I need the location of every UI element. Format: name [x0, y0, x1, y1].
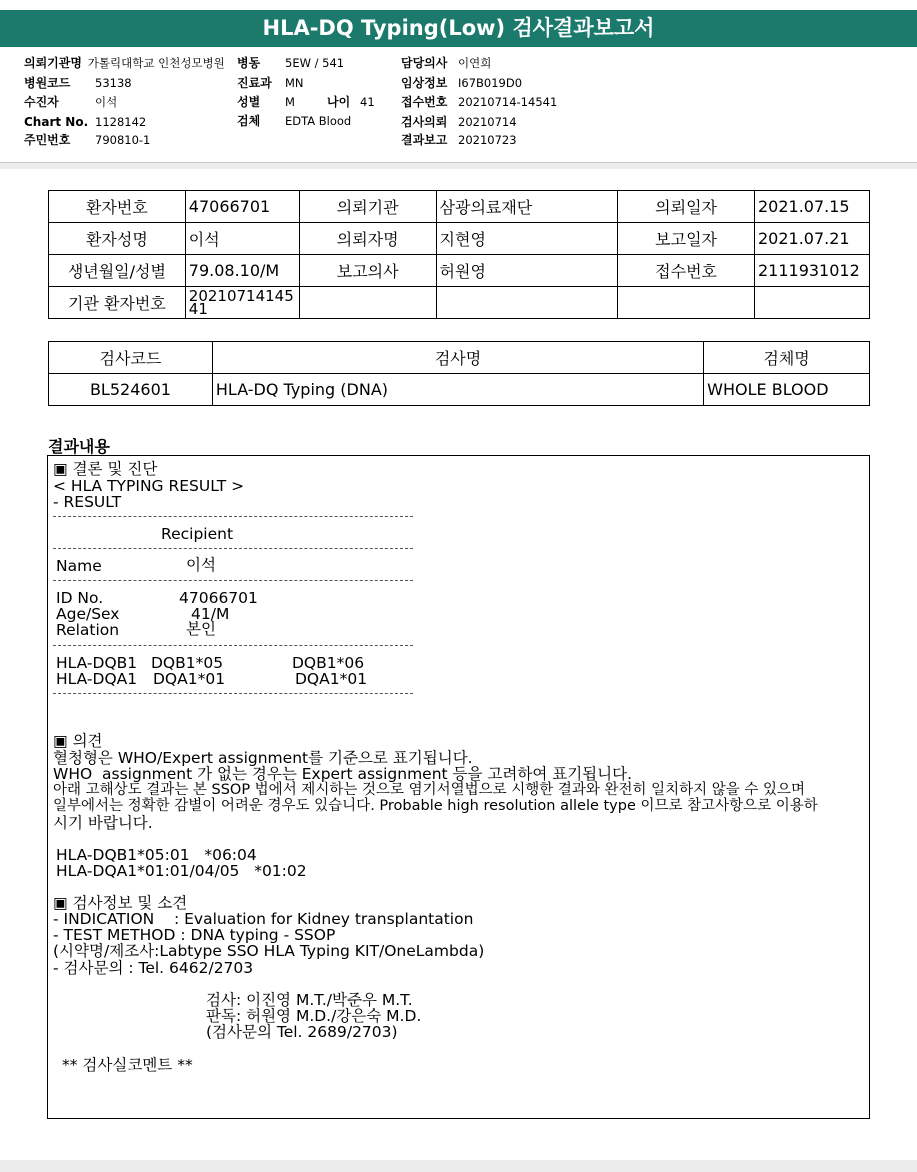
reporting-doctor-value: 허원영 — [436, 255, 618, 287]
report-header — [0, 52, 917, 163]
header-field-doctor: 담당의사 이연희 — [401, 56, 492, 70]
birth-sex-label: 생년월일/성별 — [49, 255, 186, 287]
age-sex-label: Age/Sex — [56, 605, 120, 623]
header-field-test-request: 검사의뢰 20210714 — [401, 115, 517, 129]
header-divider — [0, 163, 917, 169]
report-title: HLA-DQ Typing(Low) 검사결과보고서 — [0, 10, 917, 47]
empty-cell — [436, 287, 618, 319]
table-row — [49, 287, 870, 319]
table-row — [49, 255, 870, 287]
results-box — [47, 455, 870, 1119]
opinion-heading: ▣ 의견 — [53, 732, 103, 750]
dqa1-label: HLA-DQA1 — [56, 670, 138, 688]
dqa1-allele-1: DQA1*01 — [153, 670, 226, 688]
lab-comment-heading: ** 검사실코멘트 ** — [62, 1056, 193, 1074]
age-sex-value: 41/M — [191, 605, 230, 623]
header-field-department: 진료과 MN — [237, 76, 304, 90]
header-field-specimen: 검체 EDTA Blood — [237, 114, 352, 128]
dqb1-allele-2: DQB1*06 — [292, 654, 365, 672]
header-field-patient: 수진자 이석 — [24, 95, 118, 109]
opinion-line-1: 혈청형은 WHO/Expert assignment를 기준으로 표기됩니다. — [53, 749, 473, 767]
institution-patient-no-value: 20210714145 41 — [185, 287, 299, 319]
dqa1-allele-2: DQA1*01 — [295, 670, 368, 688]
high-res-dqb1: HLA-DQB1*05:01 *06:04 — [56, 846, 257, 864]
test-info-heading: ▣ 검사정보 및 소견 — [53, 894, 188, 912]
test-method-line: - TEST METHOD : DNA typing - SSOP — [53, 926, 336, 944]
results-section-title: 결과내용 — [48, 437, 110, 456]
dashed-divider — [53, 548, 413, 549]
reporting-doctor-label: 보고의사 — [299, 255, 436, 287]
test-code-header: 검사코드 — [49, 342, 213, 374]
dqb1-allele-1: DQB1*05 — [151, 654, 224, 672]
reagent-line: (시약명/제조사:Labtype SSO HLA Typing KIT/OneLambda) — [53, 942, 485, 960]
id-value: 47066701 — [179, 589, 258, 607]
request-date-value: 2021.07.15 — [754, 191, 869, 223]
dqb1-label: HLA-DQB1 — [56, 654, 138, 672]
relation-label: Relation — [56, 621, 120, 639]
id-label: ID No. — [56, 589, 104, 607]
specimen-name-header: 검체명 — [704, 342, 870, 374]
empty-cell — [299, 287, 436, 319]
recipient-label: Recipient — [161, 525, 234, 543]
header-age-label: 나이 — [327, 95, 351, 109]
report-date-label: 보고일자 — [618, 223, 755, 255]
high-res-dqa1: HLA-DQA1*01:01/04/05 *01:02 — [56, 862, 307, 880]
inquiry-line: - 검사문의 : Tel. 6462/2703 — [53, 959, 254, 977]
opinion-line-3: 아래 고해상도 결과는 본 SSOP 법에서 제시하는 것으로 염기서열법으로 시행한 결과와 완전히 일치하지 않을 수 있으며 — [53, 782, 806, 798]
name-value: 이석 — [186, 556, 216, 574]
header-field-clinical-info: 임상정보 I67B019D0 — [401, 76, 523, 90]
opinion-line-4: 일부에서는 정확한 감별이 어려운 경우도 있습니다. Probable high resolution allele type 이므로 참고사항으로 이용하 — [53, 798, 818, 814]
test-name-value: HLA-DQ Typing (DNA) — [212, 374, 703, 406]
header-field-result-report: 결과보고 20210723 — [401, 133, 517, 147]
empty-cell — [754, 287, 869, 319]
empty-cell — [618, 287, 755, 319]
patient-name-value: 이석 — [185, 223, 299, 255]
table-row — [49, 191, 870, 223]
table-row — [49, 223, 870, 255]
request-date-label: 의뢰일자 — [618, 191, 755, 223]
patient-name-label: 환자성명 — [49, 223, 186, 255]
table-row — [49, 374, 870, 406]
conclusion-heading: ▣ 결론 및 진단 — [53, 460, 158, 478]
name-label: Name — [56, 557, 102, 575]
header-age-value: 41 — [360, 95, 375, 109]
test-info-table — [48, 341, 870, 406]
header-field-chart-no: Chart No. 1128142 — [24, 115, 147, 129]
patient-info-table — [48, 190, 870, 319]
requester-value: 지현영 — [436, 223, 618, 255]
opinion-line-2: WHO assignment 가 없는 경우는 Expert assignment 등을 고려하여 표기됩니다. — [53, 765, 633, 783]
institution-patient-no-label: 기관 환자번호 — [49, 287, 186, 319]
result-label: - RESULT — [53, 493, 122, 511]
requesting-institution-label: 의뢰기관 — [299, 191, 436, 223]
header-field-ward: 병동 5EW / 541 — [237, 56, 345, 70]
header-field-institution: 의뢰기관명 가톨릭대학교 인천성모병원 — [24, 56, 225, 70]
opinion-line-5: 시기 바랍니다. — [53, 814, 153, 832]
receipt-number-label: 접수번호 — [618, 255, 755, 287]
header-field-receipt-no: 접수번호 20210714-14541 — [401, 95, 558, 109]
dashed-divider — [53, 516, 413, 517]
typing-result-heading: < HLA TYPING RESULT > — [53, 477, 245, 495]
test-name-header: 검사명 — [212, 342, 703, 374]
indication-line: - INDICATION : Evaluation for Kidney transplantation — [53, 910, 474, 928]
report-date-value: 2021.07.21 — [754, 223, 869, 255]
dashed-divider — [53, 580, 413, 581]
dashed-divider — [53, 645, 413, 646]
relation-value: 본인 — [186, 620, 216, 638]
receipt-number-value: 2111931012 — [754, 255, 869, 287]
requester-label: 의뢰자명 — [299, 223, 436, 255]
footer-strip — [0, 1160, 917, 1172]
header-field-hospital-code: 병원코드 53138 — [24, 76, 132, 90]
birth-sex-value: 79.08.10/M — [185, 255, 299, 287]
patient-no-label: 환자번호 — [49, 191, 186, 223]
tester-signature: 검사: 이진영 M.T./박준우 M.T. — [206, 991, 413, 1009]
dashed-divider — [53, 693, 413, 694]
test-code-value: BL524601 — [49, 374, 213, 406]
specimen-name-value: WHOLE BLOOD — [704, 374, 870, 406]
signature-inquiry: (검사문의 Tel. 2689/2703) — [206, 1023, 398, 1041]
reader-signature: 판독: 허원영 M.D./강은숙 M.D. — [206, 1007, 422, 1025]
header-field-resident-no: 주민번호 790810-1 — [24, 133, 151, 147]
table-row — [49, 342, 870, 374]
patient-no-value: 47066701 — [185, 191, 299, 223]
requesting-institution-value: 삼광의료재단 — [436, 191, 618, 223]
header-field-sex: 성별 M 나이 41 — [237, 95, 375, 109]
